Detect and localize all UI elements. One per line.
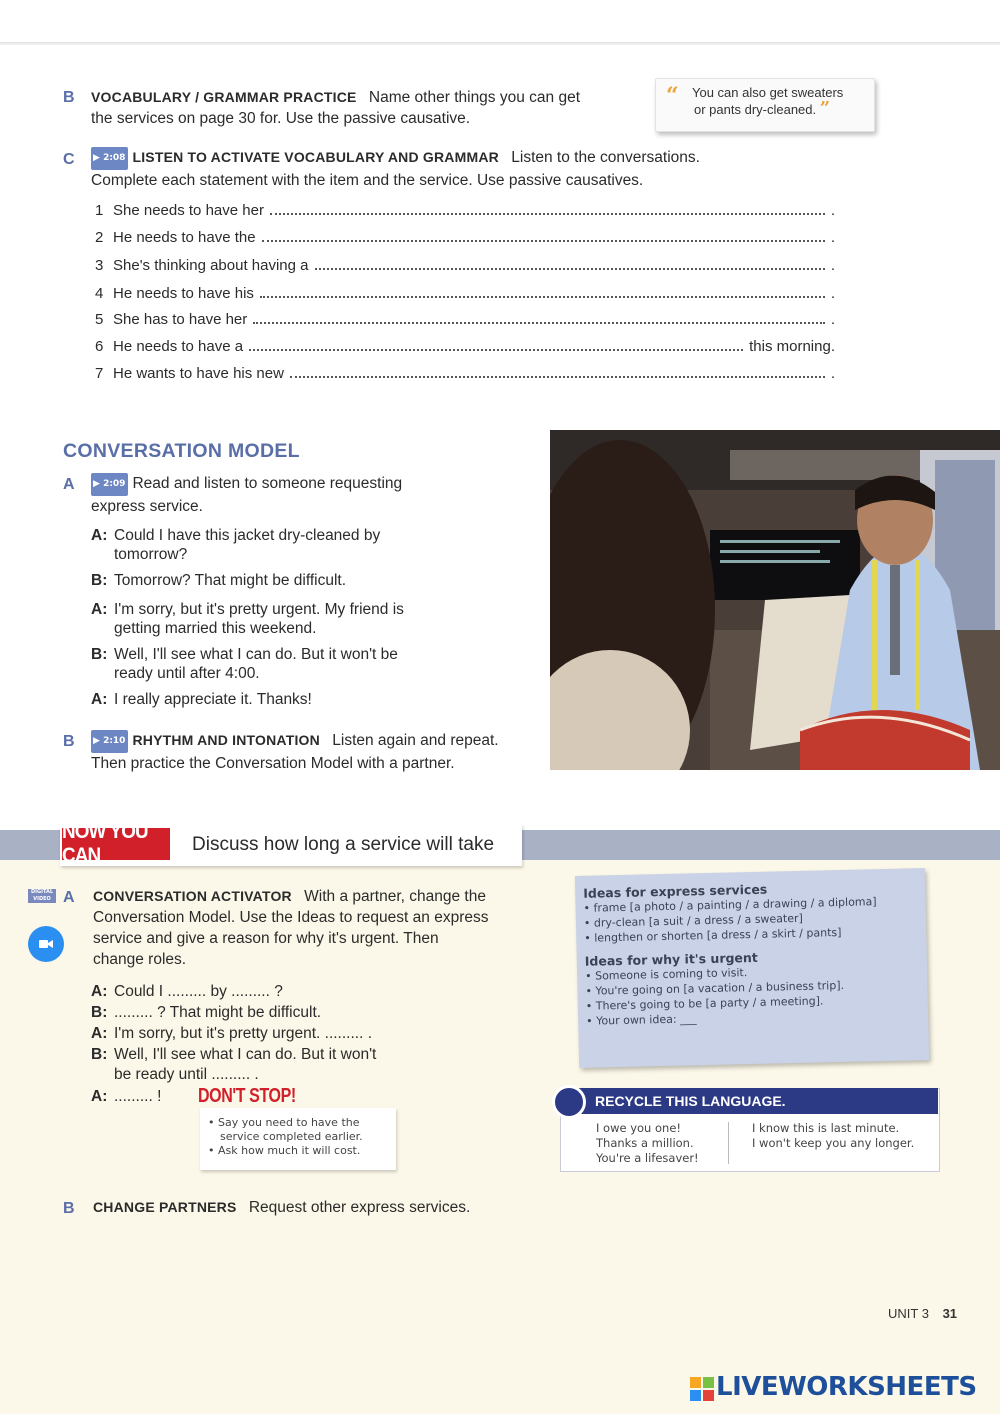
conv-a-instructions: ▶ 2:09 Read and listen to someone requesting express service. [91, 475, 403, 515]
answer-blank[interactable] [290, 375, 825, 378]
idea-express-item: • dry-clean [a suit / a dress / a sweater] [583, 911, 804, 930]
conv-b-instructions: ▶ 2:10 RHYTHM AND INTONATION Listen again and repeat. Then practice the Conversation Model with a partner. [91, 732, 499, 772]
idea-urgent-item: • Your own idea: ___ [586, 1012, 697, 1028]
section-c-letter: C [63, 151, 75, 168]
nyc-b-letter: B [63, 1200, 75, 1217]
idea-urgent-item: • There's going to be [a party / a meeting]. [585, 994, 824, 1013]
video-camera-icon[interactable] [28, 926, 64, 962]
exercise-item-3: 3 She's thinking about having a . [95, 257, 835, 274]
liveworksheets-logo-icon [690, 1377, 714, 1401]
video-camera-glyph [38, 938, 54, 950]
conversation-model-title: CONVERSATION MODEL [63, 440, 300, 462]
idea-urgent-item: • Someone is coming to visit. [584, 966, 748, 983]
activator-line-6: A: ......... ! [91, 1088, 162, 1105]
page-number: 31 [942, 1306, 958, 1321]
exercise-item-4: 4 He needs to have his . [95, 285, 835, 302]
liveworksheets-logo[interactable]: LIVEWORKSHEETS [716, 1372, 977, 1402]
activator-line-4: B: Well, I'll see what I can do. But it won't [91, 1046, 377, 1063]
answer-blank[interactable] [270, 212, 825, 215]
top-rule [0, 42, 1000, 45]
answer-blank[interactable] [315, 267, 825, 270]
quote-box: “ You can also get sweaters or pants dry-cleaned. ” [655, 78, 875, 132]
exercise-item-2: 2 He needs to have the . [95, 229, 835, 246]
recycle-left-list: I owe you one! Thanks a million. You're a lifesaver! [596, 1121, 699, 1165]
idea-urgent-item: • You're going on [a vacation / a business trip]. [585, 978, 845, 998]
answer-blank[interactable] [249, 348, 743, 351]
activator-line-3: A: I'm sorry, but it's pretty urgent. ......... . [91, 1025, 373, 1042]
dialogue-line-5: A: I really appreciate it. Thanks! [91, 691, 312, 708]
activator-line-1: A: Could I ......... by ......... ? [91, 983, 283, 1000]
page-footer [888, 1306, 957, 1321]
recycle-title: RECYCLE THIS LANGUAGE. [575, 1088, 938, 1114]
ideas-urgent-heading: Ideas for why it's urgent [584, 949, 758, 969]
photo-illustration [550, 430, 1000, 770]
nyc-a-instructions: CONVERSATION ACTIVATOR With a partner, change the Conversation Model. Use the Ideas to request an express service and give a reason for why it's urgent. Then change roles. [93, 888, 489, 968]
conv-b-letter: B [63, 733, 75, 750]
dialogue-line-1: A: Could I have this jacket dry-cleaned by tomorrow? [91, 527, 381, 563]
nyc-a-letter: A [63, 889, 75, 906]
dialogue-line-3: A: I'm sorry, but it's pretty urgent. My friend is getting married this weekend. [91, 601, 404, 637]
unit-label: UNIT 3 [888, 1306, 929, 1321]
idea-express-item: • frame [a photo / a painting / a drawing / a diploma] [583, 895, 877, 915]
dialogue-line-2: B: Tomorrow? That might be difficult. [91, 572, 347, 589]
answer-blank[interactable] [253, 321, 825, 324]
ideas-express-heading: Ideas for express services [583, 881, 768, 901]
digital-video-badge[interactable]: DIGITAL VIDEO [28, 889, 56, 903]
exercise-item-7: 7 He wants to have his new . [95, 365, 835, 382]
section-b-instructions: VOCABULARY / GRAMMAR PRACTICE Name other things you can get the services on page 30 for. Use the passive causative. [91, 89, 581, 127]
open-quote-icon: “ [666, 83, 679, 109]
recycle-icon [552, 1085, 586, 1119]
section-c-instructions: ▶ 2:08 LISTEN TO ACTIVATE VOCABULARY AND GRAMMAR Listen to the conversations. Complete each statement with the item and the service. Use passive causatives. [91, 149, 700, 189]
answer-blank[interactable] [262, 239, 825, 242]
answer-blank[interactable] [260, 295, 825, 298]
dont-stop-label: DON'T STOP! [198, 1085, 296, 1107]
exercise-item-1: 1 She needs to have her . [95, 202, 835, 219]
close-quote-icon: ” [819, 98, 831, 119]
activator-line-5: be ready until ......... . [114, 1066, 259, 1083]
recycle-right-list: I know this is last minute. I won't keep you any longer. [752, 1121, 915, 1150]
dont-stop-box: • Say you need to have the service completed earlier. • Ask how much it will cost. [200, 1108, 396, 1170]
exercise-item-6: 6 He needs to have a this morning. [95, 338, 835, 355]
audio-track-badge[interactable]: ▶ 2:09 [91, 473, 128, 496]
dialogue-line-4: B: Well, I'll see what I can do. But it won't be ready until after 4:00. [91, 646, 398, 682]
idea-express-item: • lengthen or shorten [a dress / a skirt / pants] [584, 925, 842, 945]
now-you-can-label: NOW YOU CAN [62, 828, 170, 860]
recycle-divider [728, 1122, 729, 1164]
exercise-item-5: 5 She has to have her . [95, 311, 835, 328]
audio-track-badge[interactable]: ▶ 2:08 [91, 147, 128, 170]
dry-cleaner-photo [550, 430, 1000, 770]
now-you-can-title: Discuss how long a service will take [192, 834, 495, 855]
section-b-letter: B [63, 89, 75, 106]
nyc-b-instructions: CHANGE PARTNERS Request other express services. [93, 1199, 471, 1216]
activator-line-2: B: ......... ? That might be difficult. [91, 1004, 322, 1021]
conv-a-letter: A [63, 476, 75, 493]
ideas-box [575, 868, 929, 1068]
audio-track-badge[interactable]: ▶ 2:10 [91, 730, 128, 753]
section-b-heading: VOCABULARY / GRAMMAR PRACTICE [91, 89, 357, 105]
